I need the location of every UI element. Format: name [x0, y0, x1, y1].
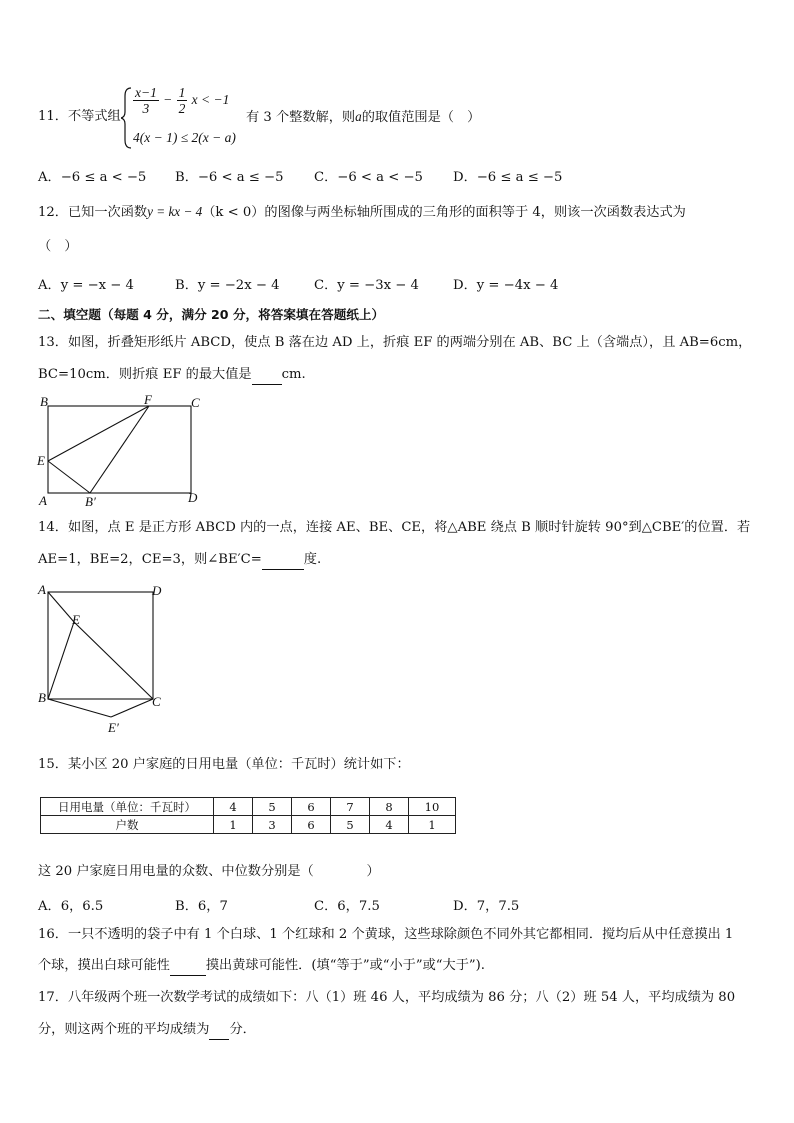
q17-line1: 17．八年级两个班一次数学考试的成绩如下：八（1）班 46 人，平均成绩为 86 分；八（2）班 54 人，平均成绩为 80: [38, 990, 736, 1005]
q11-system-line1: [133, 85, 229, 116]
q15-option-b: B．6，7: [175, 899, 228, 914]
q14-text-b: 度.: [303, 552, 322, 567]
table-cell: 6: [292, 816, 331, 834]
q13-text-a: BC=10cm．则折痕 EF 的最大值是: [38, 367, 252, 382]
q11-line1-tail: x < −1: [191, 92, 230, 107]
q14-line-be: [48, 622, 74, 699]
q13-label-a: A: [39, 493, 47, 508]
table-cell: 5: [253, 798, 292, 816]
table-cell: 10: [409, 798, 456, 816]
q13-label-c: C: [191, 395, 200, 410]
q12-line2: （ ）: [38, 239, 78, 254]
q13-label-d: D: [188, 490, 198, 505]
q11-option-d: D．−6 ≤ a ≤ −5: [453, 170, 563, 185]
q17-text-a: 分，则这两个班的平均成绩为: [38, 1022, 210, 1037]
q13-line1: 13．如图，折叠矩形纸片 ABCD，使点 B 落在边 AD 上，折痕 EF 的两端分别在 AB、BC 上（含端点），且 AB=6cm，: [38, 335, 752, 350]
table-cell: 4: [214, 798, 253, 816]
q14-label-c: C: [152, 694, 161, 709]
table-cell: 1: [409, 816, 456, 834]
q11-system-line2: 4(x − 1) ≤ 2(x − a): [133, 130, 236, 145]
q14-label-eprime: E′: [108, 720, 119, 735]
q13-label-bprime: B′: [85, 494, 96, 509]
q11-option-a: A．−6 ≤ a < −5: [38, 170, 147, 185]
q13-label-e: E: [37, 453, 45, 468]
q14-label-a: A: [38, 582, 46, 597]
q15-row2-header: 户数: [41, 816, 214, 834]
q13-text-b: cm.: [281, 367, 306, 382]
q17-line2: [38, 1021, 256, 1040]
q14-answer-blank[interactable]: [262, 551, 304, 570]
table-row: [41, 816, 456, 834]
q13-label-f: F: [144, 392, 152, 407]
q14-line-ae: [48, 592, 74, 622]
q11-frac1-num: x−1: [135, 85, 157, 100]
q12-line1: [38, 203, 686, 222]
q14-line-ceprime: [111, 699, 153, 717]
q14-line-ce: [74, 622, 153, 699]
q15-option-c: C．6，7.5: [314, 899, 380, 914]
q16-line1: 16．一只不透明的袋子中有 1 个白球、1 个红球和 2 个黄球，这些球除颜色不同外其它都相同．搅均后从中任意摸出 1: [38, 927, 734, 942]
q15-line1: 15．某小区 20 户家庭的日用电量（单位：千瓦时）统计如下：: [38, 757, 410, 772]
q12-formula: y = kx − 4: [147, 204, 203, 219]
q14-text-a: AE=1，BE=2，CE=3，则∠BE′C=: [38, 552, 262, 567]
q11-suffix: [246, 108, 480, 127]
q11-option-c: C．−6 < a < −5: [314, 170, 423, 185]
q16-text-a: 个球，摸出白球可能性: [38, 958, 170, 973]
q11-brace: [121, 86, 133, 150]
q14-label-d: D: [152, 583, 162, 598]
q11-frac2-num: 1: [178, 85, 186, 100]
q15-row1-header: 日用电量（单位：千瓦时）: [41, 798, 214, 816]
q11-suffix-a: 有 3 个整数解，则: [246, 110, 356, 125]
table-cell: 7: [331, 798, 370, 816]
q12-option-a: A．y = −x − 4: [38, 278, 134, 293]
q17-text-b: 分．: [229, 1022, 256, 1037]
q13-label-b: B: [40, 394, 48, 409]
q11-option-b: B．−6 < a ≤ −5: [175, 170, 284, 185]
q11-prefix: 11．不等式组: [38, 109, 121, 124]
table-cell: 5: [331, 816, 370, 834]
q13-line-eb: [48, 461, 90, 493]
q12-text-a: 12．已知一次函数: [38, 205, 148, 220]
q13-line-bf: [90, 406, 149, 493]
q15-option-a: A．6，6.5: [38, 899, 104, 914]
q12-option-b: B．y = −2x − 4: [175, 278, 280, 293]
q14-label-e: E: [72, 612, 80, 627]
table-cell: 3: [253, 816, 292, 834]
q13-line2: [38, 366, 306, 385]
q13-figure: [30, 390, 215, 512]
table-cell: 6: [292, 798, 331, 816]
q11-suffix-b: 的取值范围是（ ）: [361, 110, 481, 125]
q14-label-b: B: [38, 690, 46, 705]
table-cell: 8: [370, 798, 409, 816]
table-cell: 1: [214, 816, 253, 834]
q15-table: [40, 797, 456, 834]
q11-var-a: a: [355, 109, 362, 124]
q14-line1: 14．如图，点 E 是正方形 ABCD 内的一点，连接 AE、BE、CE，将△ABE 绕点 B 顺时针旋转 90°到△CBE′的位置．若: [38, 520, 751, 535]
q17-answer-blank[interactable]: [209, 1021, 229, 1040]
q13-answer-blank[interactable]: [252, 366, 282, 385]
q15-option-d: D．7，7.5: [453, 899, 520, 914]
q14-line-beprime: [48, 699, 111, 717]
q15-question: 这 20 户家庭日用电量的众数、中位数分别是（ ）: [38, 864, 380, 879]
table-row: [41, 798, 456, 816]
q14-line2: [38, 551, 321, 570]
q13-line-ef: [48, 406, 149, 461]
section-heading-fill-in: 二、填空题（每题 4 分，满分 20 分，将答案填在答题纸上）: [38, 307, 385, 322]
q14-figure: [30, 580, 180, 740]
q16-text-b: 摸出黄球可能性．(填“等于”或“小于”或“大于”).: [205, 958, 485, 973]
q11-minus: −: [163, 92, 173, 107]
q12-text-b: （k < 0）的图像与两坐标轴所围成的三角形的面积等于 4，则该一次函数表达式为: [202, 205, 686, 220]
q11-frac1-den: 3: [142, 101, 150, 116]
q16-answer-blank[interactable]: [170, 957, 206, 976]
q11-frac2-den: 2: [178, 101, 186, 116]
q12-option-d: D．y = −4x − 4: [453, 278, 559, 293]
q16-line2: [38, 957, 485, 976]
q12-option-c: C．y = −3x − 4: [314, 278, 419, 293]
table-cell: 4: [370, 816, 409, 834]
